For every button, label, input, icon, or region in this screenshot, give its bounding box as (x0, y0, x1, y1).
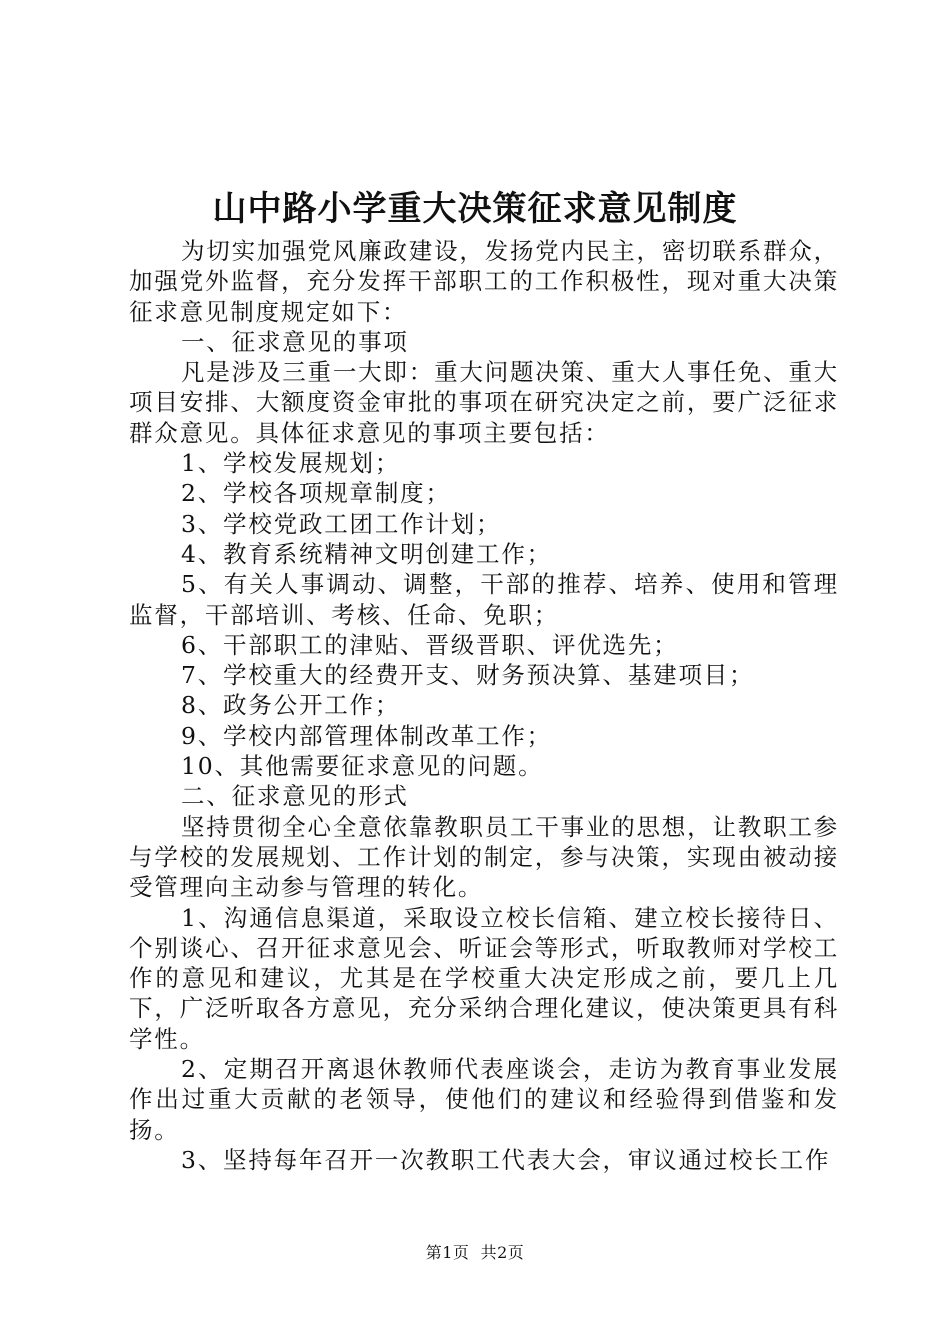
list-item: 7、学校重大的经费开支、财务预决算、基建项目； (181, 661, 755, 690)
list-item: 1、学校发展规划； (181, 449, 401, 478)
document-body (129, 236, 839, 1175)
list-item: 6、干部职工的津贴、晋级晋职、评优选先； (181, 630, 679, 659)
list-item: 2、定期召开离退休教师代表座谈会，走访为教育事业发展作出过重大贡献的老领导，使他们的建议和经验得到借鉴和发扬。 (129, 1055, 839, 1144)
section-2-intro: 坚持贯彻全心全意依靠教职员工干事业的思想，让教职工参与学校的发展规划、工作计划的制定，参与决策，实现由被动接受管理向主动参与管理的转化。 (129, 812, 839, 902)
page-total: 共2页 (480, 1243, 525, 1262)
section-heading-1: 一、征求意见的事项 (181, 327, 409, 356)
list-item: 1、沟通信息渠道，采取设立校长信箱、建立校长接待日、个别谈心、召开征求意见会、听证会等形式，听取教师对学校工作的意见和建议，尤其是在学校重大决定形成之前，要几上几下，广泛听取各方意见，充分采纳合理化建议，使决策更具有科学性。 (129, 903, 839, 1053)
list-item: 2、学校各项规章制度； (181, 479, 451, 508)
list-item: 4、教育系统精神文明创建工作； (181, 539, 552, 568)
page-footer (0, 1242, 950, 1264)
intro-paragraph: 为切实加强党风廉政建设，发扬党内民主，密切联系群众，加强党外监督，充分发挥干部职工的工作积极性，现对重大决策征求意见制度规定如下： (129, 237, 839, 326)
list-item: 9、学校内部管理体制改革工作； (181, 721, 552, 750)
page-number: 第1页 (425, 1243, 470, 1262)
list-item: 3、坚持每年召开一次教职工代表大会，审议通过校长工作 (181, 1145, 831, 1174)
document-title: 山中路小学重大决策征求意见制度 (212, 189, 738, 229)
section-heading-2: 二、征求意见的形式 (181, 782, 409, 811)
list-item: 5、有关人事调动、调整，干部的推荐、培养、使用和管理监督，干部培训、考核、任命、免职； (129, 570, 839, 629)
list-item: 3、学校党政工团工作计划； (181, 509, 502, 538)
section-1-intro: 凡是涉及三重一大即：重大问题决策、重大人事任免、重大项目安排、大额度资金审批的事项在研究决定之前，要广泛征求群众意见。具体征求意见的事项主要包括： (129, 358, 839, 447)
list-item: 8、政务公开工作； (181, 691, 401, 720)
list-item: 10、其他需要征求意见的问题。 (181, 752, 544, 781)
